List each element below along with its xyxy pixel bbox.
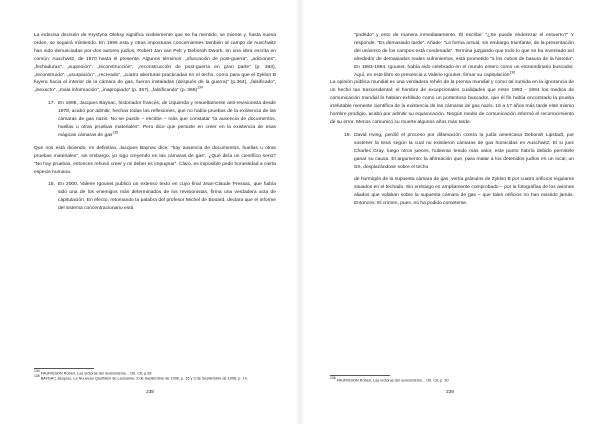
page-number: 239 — [446, 389, 454, 394]
paragraph: La opinión pública mundial es una verdadera rehén de la prensa mundial y como tal sumida en la ignorancia de un hecho tan trascendental: el hombre de excepcionales cualidades que entre 1993 - 1994 los medios de comunicación mundial le habían exhibido como un portentoso buscador, que él fin había encontrado la prueba irrefutable menente científica de la existencia de las cámaras de gas nazis. 16 a 17 años más tarde este mismo hombre prodigio, acabó por admitir su equivocación. Ningún medio de comunicación informó el reconocimiento de su error. Menos comunicó su muerte algunos años más tarde. — [330, 80, 574, 125]
paragraph-number: 18. — [48, 182, 55, 188]
right-page — [300, 0, 600, 424]
paragraph-number: 19. — [344, 132, 351, 138]
footnotes — [34, 368, 276, 382]
footnote: $^{136}$ FAURISSON Robert, Las víctoras del revisionismo... Ob. Cit, p. 30 — [330, 376, 449, 383]
paragraph: “podrido” y esto de manera inmediatamente. Él escribe: “¿Se puede enderezar el entuerto?” Y responde: “Es demasiado tarde”. Añade: “La forma actual, sin embargo triunfante, de la presentación del universo de los campos está condenada”. Termina juzgando que todo lo que se ha inventado así alrededor de demasiados reales sufrimientos, está prometido “a los cubos de basura de la historia”. En 1993-1994, Igounet, había sido celebrado en el mundo entero como un extraordinario buscador. Aquí, en este libro se presencia a Valerie Igounet, firmar su capitulación$^{136}$ — [354, 33, 574, 78]
footnote: $^{135}$ BAYNAC Jacques, Le Nouveau Quotidien de Lausanne, 2 de Septiembre de 1996, p. 16 y 3 de Septiembre de 1996, p. 14. — [34, 374, 248, 381]
footnote-mark: 136 — [509, 69, 516, 74]
numbered-paragraph: 19. David Irving, perdió el proceso por difamación contra la judía americana Deborah Lipstadt, por sostener la tesis según la cual no existieron cámaras de gas homicidas en Auschwitz. El si juez Charles Gray, luego otros jueces, hubieran tenido más valor, este punto habría debido permitirle ganar su causa. El argumento: la afirmación que, para matar a los detenidos judíos en un local, un SS, desplazándose sobre el techo — [344, 132, 574, 170]
page-number: 238 — [146, 389, 154, 394]
paragraph: La indecisa decisión de Krystyna Oleksy significa visiblemente que se ha mentido, se miente y, hasta nueva orden, se seguirá mintiendo. En 1996 esta y otras imposturas concernientes también al campo de Auschwitz han sido denunciadas por dos autores judíos, Robert Jan van Pelt y Deborah Dwork, en una obra escrita en común: Auschwitz, de 1970 hasta el presente. Algunos términos: „ofuscación de post-guerra”, „adiciones”, „fechaduras”, „supresión”, „reconstrucción”, „reconstrucción de post-guerra en gran parte” (p. 363), „reconstruido”, „usurpación”, „recreado”, „cuatro aberturas practicadas en el techo, como para que el Zyklon B fuyera hacia el interior de la cámara de gas, fueron instaladas (después de la guerra)” (p.364), „falsificado”, „inexacto”, „mala información”, „inapropiado” (p. 367), „falsificando” (p. 369)$^{134}$ — [34, 33, 276, 94]
footnotes — [330, 375, 574, 384]
paragraph: de hormigón de la supuesta cámara de gas, vertía gránulos de Zyklon B por cuatro orificios regulares situados en el techado. Sin embargo es ampliamente comprobado – por la fotografías de los aviones aliados que volaban sobre la supuesta cámara de gas – que tales orificios no han existido jamás. Entonces: El crimen, pues, no ha podido cometerse. — [354, 177, 574, 207]
numbered-paragraph: 18. En 2000, Valerie Igounet publicó un extenso texto en cuyo final Jean-Claude Pressac, que había sido una de los enemigos más determinados de los revisionistas, firma una verdadera acta de capitulación. En efecto, retomando la palabra del profesor Michel de Boüard, declara que el informe del sistema concentracionario está — [48, 182, 276, 212]
footnote: $^{134}$ FAURISSON Robert, Las víctoras del revisionismo... Ob. Cit, p.28 — [34, 368, 152, 375]
footnote-mark: 135 — [112, 130, 119, 135]
footnote-divider — [34, 368, 94, 369]
paragraph: Que nos está diciendo, en definitiva, Jacques Baynac dice: “hay ausencia de documentos, huellas u otras pruebas materiales", sin embargo, yo sigo creyendo en las cámaras de gas”. ¿Qué diría un científico serio? “No hay pruebas, entonces rehusó creer y mi deber es impugnar”. Claro, es imposible pedir honestidad a cierta especie humana. — [34, 145, 276, 175]
footnote-divider — [330, 375, 390, 376]
footnote-mark: 134 — [197, 85, 203, 90]
numbered-paragraph: 17. En 1996, Jacques Baynac, historiador francés, de izquierda y resueltamente anti-revisionista desde 1978, acabó por admitir, hechas todas las reflexiones, que no había pruebas de la existencia de las cámaras de gas nazis. No se puede – escribe – más que constatar “la ausencia de documentos, huellas u otras pruebas materiales”. Pero dice que persiste en creer en la existencia de esas mágicas cámaras de gas$^{135}$ — [48, 101, 276, 138]
paragraph-number: 17. — [48, 101, 55, 107]
